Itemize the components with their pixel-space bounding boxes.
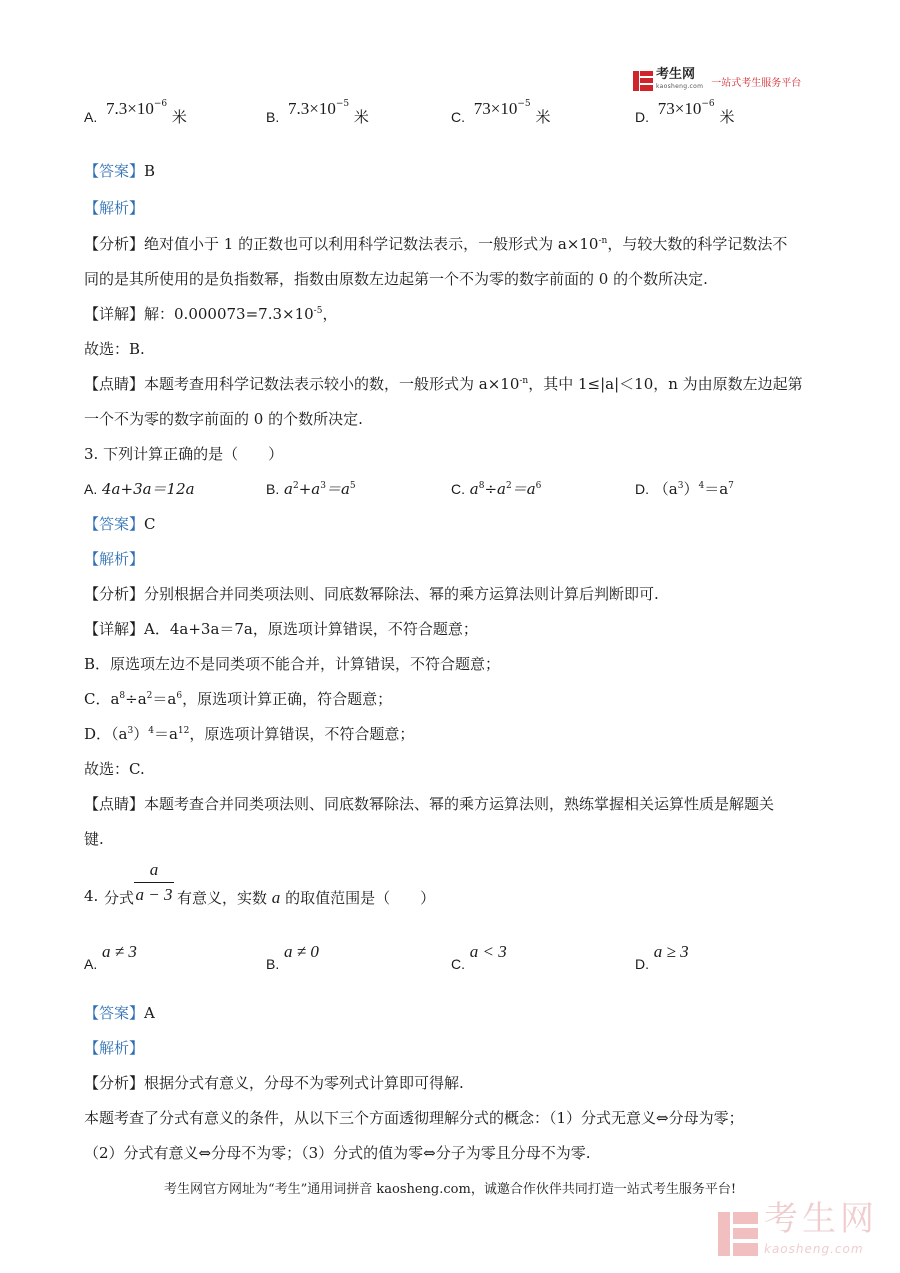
q2-option-d: D. $73\times 10^{-6}$ 米 [635,99,735,126]
q4-stem-b: 有意义，实数 a 的取值范围是（ ） [177,888,436,907]
q3-analysis-tag: 【解析】 [84,550,145,568]
q3-option-a: A. 4a+3a＝12a [84,480,195,498]
watermark-en: kaosheng.com [764,1242,864,1256]
fraction-bar [134,882,174,883]
q2-xiangjie: 【详解】解：$0.000073=7.3\times 10^{-5}$， [84,305,338,323]
logo-name: 考生网 [656,67,696,82]
kaosheng-watermark-icon [718,1212,758,1256]
q2-option-b: B. $7.3\times 10^{-5}$ 米 [266,99,369,126]
q3-line-d: D．$(a^3)^4=a^{12}$，原选项计算错误，不符合题意； [84,725,415,743]
q3-option-c: C. $a^8\div a^2=a^6$ [451,480,542,498]
q4-option-c: C. a < 3 [451,942,507,972]
q2-dianjing-line2: 一个不为零的数字前面的 0 的个数所决定. [84,410,363,428]
q3-xiangjie: 【详解】A．4a+3a＝7a，原选项计算错误，不符合题意； [84,620,478,638]
q3-guxuan: 故选：C. [84,760,145,778]
q2-option-c: C. $73\times 10^{-5}$ 米 [451,99,551,126]
fraction-denominator: a − 3 [135,885,173,904]
q2-answer: 【答案】B [84,162,156,180]
q4-analysis-tag: 【解析】 [84,1039,145,1057]
logo-domain: kaosheng.com [656,83,704,90]
q2-analysis-tag: 【解析】 [84,199,145,217]
q2-guxuan: 故选：B. [84,340,145,358]
page-footer: 考生网官方网址为“考生”通用词拼音 kaosheng.com，诚邀合作伙伴共同打造一站式考生服务平台! [163,1182,737,1197]
q2-dianjing-line1: 【点睛】本题考查用科学记数法表示较小的数，一般形式为 $a\times 10^{-n}$，其中 1≤|a|＜10，n 为由原数左边起第 [84,375,803,393]
q4-option-b: B. a ≠ 0 [266,942,319,972]
q4-body-line2: （2）分式有意义⇔分母不为零；（3）分式的值为零⇔分子为零且分母不为零. [84,1144,591,1162]
q3-stem: 3. 下列计算正确的是（ ） [84,445,284,463]
q4-fraction [134,860,174,905]
q4-number: 4. [84,887,99,905]
q3-fenxi: 【分析】分别根据合并同类项法则、同底数幂除法、幂的乘方运算法则计算后判断即可. [84,585,659,603]
q3-answer: 【答案】C [84,515,156,533]
q4-fenxi: 【分析】根据分式有意义，分母不为零列式计算即可得解. [84,1074,464,1092]
q2-fenxi-line2: 同的是其所使用的是负指数幂，指数由原数左边起第一个不为零的数字前面的 0 的个数所决定. [84,270,708,288]
watermark-cn: 考生网 [764,1199,878,1239]
q3-option-b: B. $a^2+a^3=a^5$ [266,480,356,498]
q3-option-d: D. $(a^3)^4=a^7$ [635,480,734,498]
q3-dianjing-line2: 键. [84,830,104,848]
q4-stem-a: 分式 [104,889,135,907]
kaosheng-logo-icon [633,71,653,91]
q2-fenxi-line1: 【分析】绝对值小于 1 的正数也可以利用科学记数法表示，一般形式为 $a\times 10^{-n}$，与较大数的科学记数法不 [84,235,788,253]
fraction-numerator: a [149,860,159,879]
watermark [718,1199,878,1260]
q3-dianjing-line1: 【点睛】本题考查合并同类项法则、同底数幂除法、幂的乘方运算法则，熟练掌握相关运算性质是解题关 [84,795,775,813]
q4-body-line1: 本题考查了分式有意义的条件，从以下三个方面透彻理解分式的概念：（1）分式无意义⇔分母为零； [84,1109,744,1127]
header-logo [633,67,802,92]
q4-option-a: A. a ≠ 3 [84,942,137,972]
logo-slogan: 一站式考生服务平台 [711,77,802,89]
q4-answer: 【答案】A [84,1004,155,1022]
q3-line-b: B．原选项左边不是同类项不能合并，计算错误，不符合题意； [84,655,501,673]
q2-option-a: A. $7.3\times 10^{-6}$ 米 [84,99,187,126]
q4-option-d: D. a ≥ 3 [635,942,689,972]
q3-line-c: C．$a^8\div a^2=a^6$，原选项计算正确，符合题意； [84,690,393,708]
